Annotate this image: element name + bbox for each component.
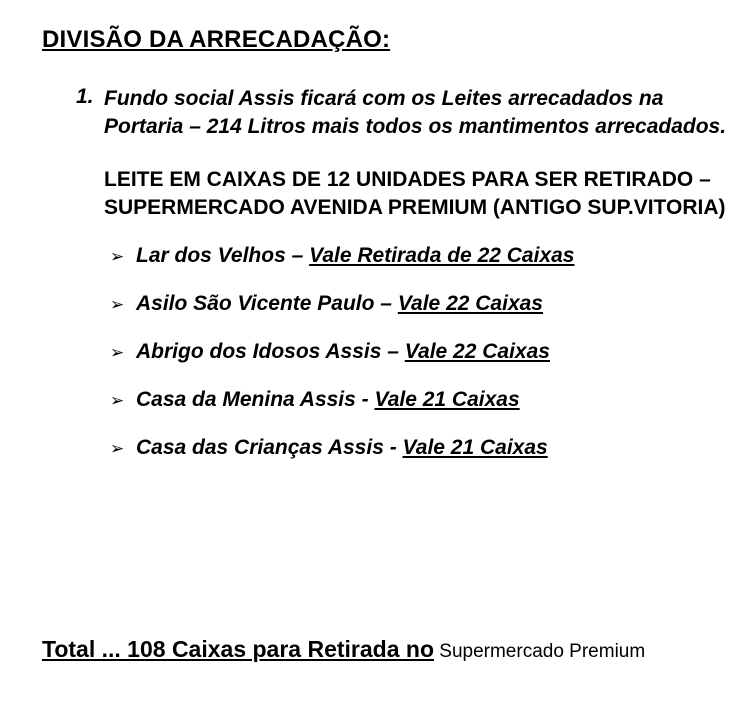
list-item-content (136, 388, 520, 412)
list-item-label: Abrigo dos Idosos Assis – (136, 339, 405, 363)
arrow-bullet-icon: ➢ (110, 438, 125, 459)
list-item-value: Vale 21 Caixas (374, 387, 520, 411)
list-item (110, 244, 733, 268)
list-item-value: Vale 22 Caixas (397, 291, 543, 315)
numbered-item-text: Fundo social Assis ficará com os Leites arrecadados na Portaria – 214 Litros mais todos os mantimentos arrecadados. (104, 86, 727, 138)
arrow-bullet-icon: ➢ (110, 294, 125, 315)
arrow-bullet-icon: ➢ (110, 342, 125, 363)
list-item (110, 436, 733, 460)
numbered-item (42, 85, 733, 140)
list-item-value: Vale 22 Caixas (404, 339, 550, 363)
list-item (110, 340, 733, 364)
list-item-label: Casa da Menina Assis - (136, 387, 375, 411)
list-item-content (136, 292, 543, 316)
arrow-bullet-icon: ➢ (110, 390, 125, 411)
list-item (110, 388, 733, 412)
caps-paragraph: LEITE EM CAIXAS DE 12 UNIDADES PARA SER RETIRADO – SUPERMERCADO AVENIDA PREMIUM (ANTIGO SUP.VITORIA) (104, 168, 726, 219)
list-item-value: Vale 21 Caixas (402, 435, 548, 459)
page-title: DIVISÃO DA ARRECADAÇÃO: (42, 26, 391, 53)
list-number: 1. (76, 84, 94, 108)
list-item-content (136, 340, 550, 364)
list-item-label: Lar dos Velhos – (136, 243, 310, 267)
total-tail-text: Supermercado Premium (434, 641, 646, 662)
list-item-label: Casa das Crianças Assis - (136, 435, 403, 459)
list-item-label: Asilo São Vicente Paulo – (136, 291, 398, 315)
list-item-content (136, 436, 548, 460)
bullet-list (110, 244, 733, 460)
total-main-text: Total ... 108 Caixas para Retirada no (42, 636, 434, 662)
list-item (110, 292, 733, 316)
total-line (42, 636, 645, 663)
list-item-value: Vale Retirada de 22 Caixas (309, 243, 575, 267)
list-item-content (136, 244, 574, 268)
arrow-bullet-icon: ➢ (110, 246, 125, 267)
